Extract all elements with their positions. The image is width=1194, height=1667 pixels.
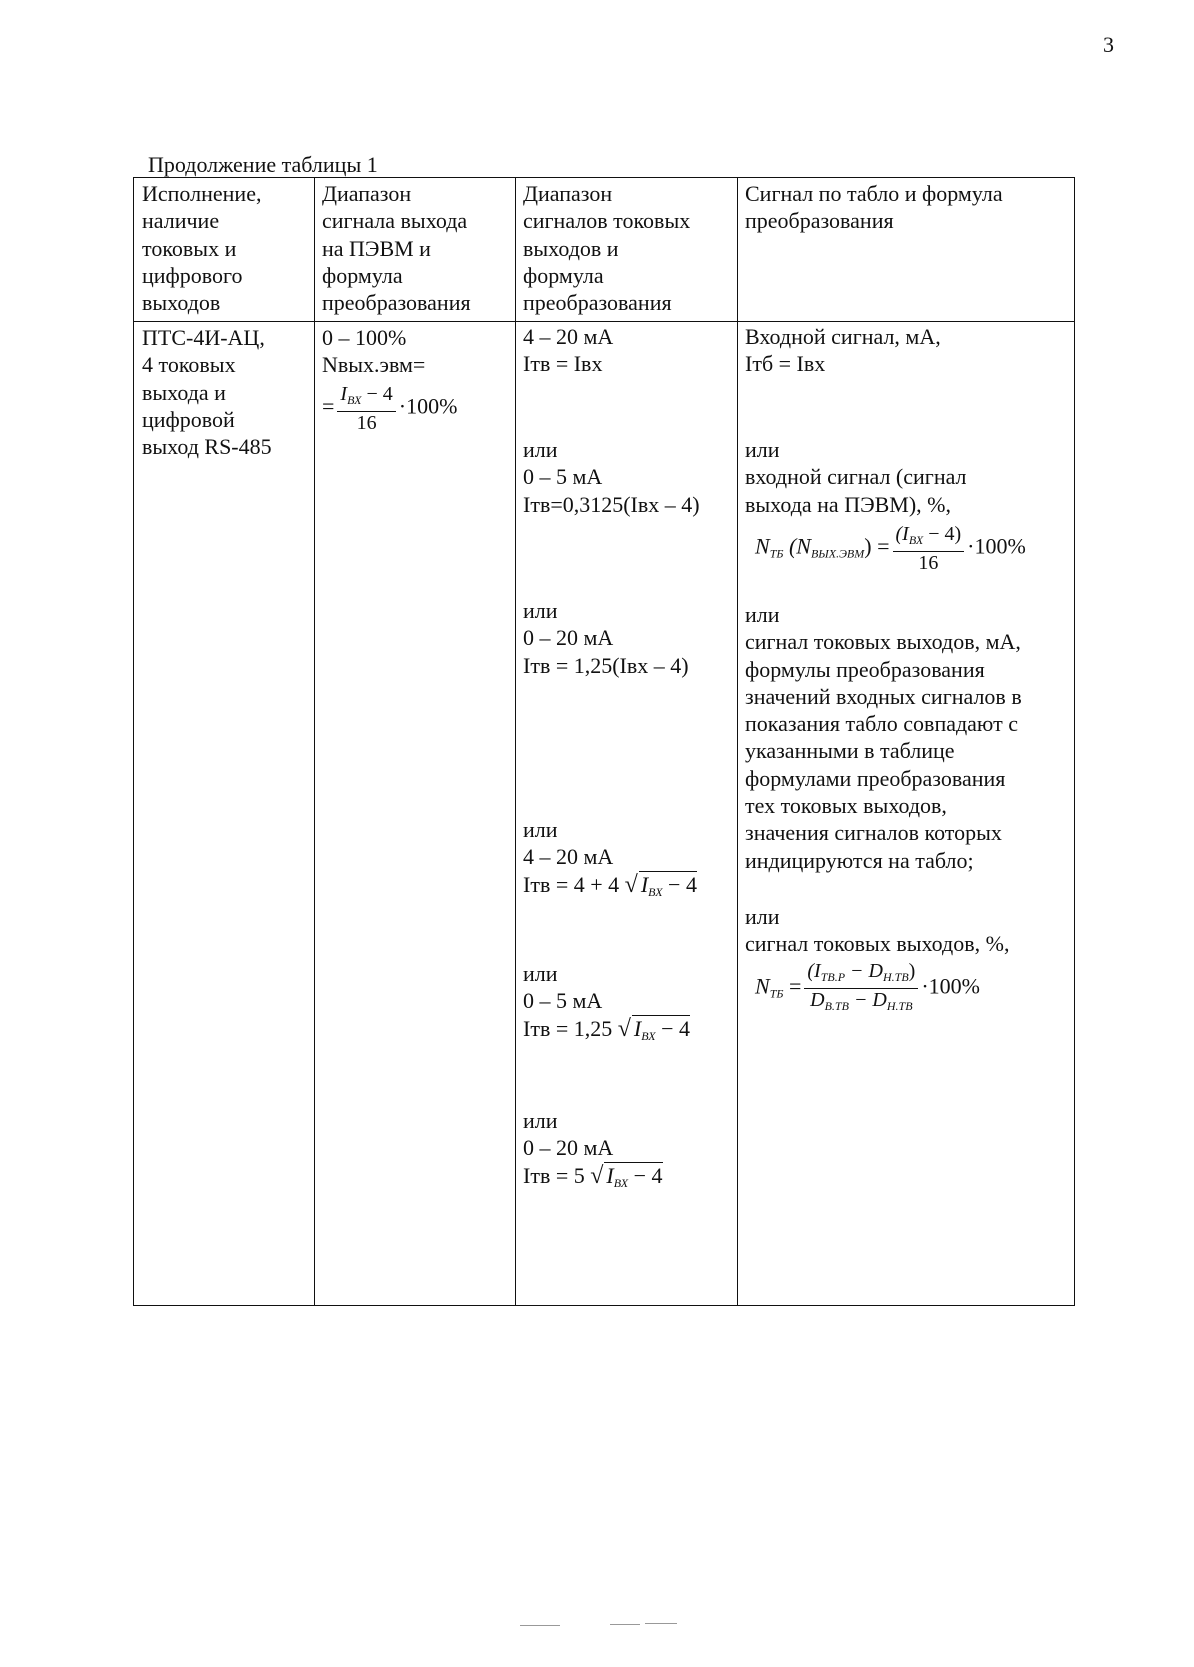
subscript: ВХ [347, 392, 362, 407]
formula-prefix: Iтв = 4 + 4 [523, 871, 620, 897]
cell-line: входной сигнал (сигнал [745, 464, 967, 490]
current-option-6 [523, 1108, 663, 1190]
header-divider [134, 321, 1074, 322]
sqrt-formula [523, 1016, 690, 1043]
sqrt-formula [523, 1163, 663, 1190]
fraction [893, 523, 965, 574]
header-line: формула [523, 262, 604, 288]
display-formula-pc [755, 523, 1026, 574]
subscript: ВЫХ.ЭВМ [810, 546, 865, 561]
header-line: выходов [142, 290, 221, 316]
subscript: ВХ [908, 533, 924, 547]
header-line: преобразования [523, 290, 672, 316]
subscript: ВХ [613, 1175, 629, 1190]
numerator-a: (I [807, 960, 821, 982]
page-number: 3 [1103, 32, 1114, 57]
or-label: или [745, 437, 780, 462]
radicand: I [640, 871, 649, 897]
eq-sign: = [783, 973, 802, 999]
display-option-2 [745, 437, 1026, 574]
header-line: Диапазон [523, 181, 613, 206]
column-divider [737, 178, 738, 1305]
header-line: Диапазон [322, 181, 412, 206]
eq-sign: = [322, 393, 335, 419]
numerator: I [340, 382, 348, 405]
current-option-1 [523, 324, 613, 379]
range-value: 0 – 20 мА [523, 1135, 614, 1161]
radicand: I [633, 1015, 642, 1041]
radicand: I [606, 1162, 614, 1188]
lhs: N [755, 533, 770, 559]
header-line: Сигнал по табло и формула [745, 181, 1003, 206]
header-line: сигнала выхода [322, 208, 468, 234]
header-cell-execution [142, 180, 261, 316]
display-formula-current [755, 960, 980, 1017]
subscript: ВХ [641, 1028, 656, 1043]
denominator: 16 [356, 411, 377, 434]
formula: Iтб = Iвх [745, 351, 826, 377]
header-line: сигналов токовых [523, 208, 691, 234]
range-value: 0 – 5 мА [523, 464, 603, 490]
numerator-b: − D [845, 960, 883, 982]
cell-line: цифровой [142, 406, 235, 432]
cell-line: 4 токовых [142, 352, 236, 378]
cell-line: формулами преобразования [745, 765, 1006, 791]
subscript: ТБ [769, 546, 784, 561]
cell-line: индицируются на табло; [745, 847, 974, 873]
fraction [337, 383, 395, 434]
cell-line: значения сигналов которых [745, 820, 1002, 846]
or-label: или [745, 904, 780, 929]
cell-line: Входной сигнал, мА, [745, 324, 941, 349]
scan-artifact [610, 1624, 640, 1625]
display-option-3 [745, 602, 1022, 875]
header-cell-display-signal [745, 180, 1003, 235]
radicand-tail: − 4 [662, 871, 697, 897]
subscript: ВХ [648, 884, 663, 899]
or-label: или [745, 602, 780, 627]
sqrt-formula [523, 872, 697, 899]
pc-formula [322, 382, 458, 434]
formula: Iтв = Iвх [523, 351, 603, 377]
column-divider [314, 178, 315, 1305]
radicand-tail: − 4 [655, 1015, 691, 1041]
cell-line: тех токовых выходов, [745, 793, 947, 819]
or-label: или [523, 1108, 558, 1133]
or-label: или [523, 437, 558, 462]
header-cell-current-range [523, 180, 690, 316]
range-value: 0 – 20 мА [523, 625, 614, 651]
cell-line: выхода и [142, 379, 226, 405]
cell-line: указанными в таблице [745, 738, 955, 764]
header-line: преобразования [322, 290, 471, 316]
table [133, 177, 1075, 1306]
subscript: ТБ [769, 986, 784, 1001]
cell-execution [142, 324, 272, 460]
formula-label: Nвых.эвм= [322, 352, 426, 378]
range-value: 0 – 100% [322, 325, 407, 350]
formula: Iтв=0,3125(Iвх – 4) [523, 491, 700, 517]
numerator-tail: − 4) [923, 523, 962, 545]
formula: Iтв = 1,25(Iвх – 4) [523, 652, 689, 678]
current-option-5 [523, 961, 690, 1043]
header-cell-pc-range [322, 180, 471, 316]
display-option-1 [745, 324, 941, 379]
cell-line: сигнал токовых выходов, %, [745, 931, 1010, 957]
scan-artifact [520, 1625, 560, 1626]
range-value: 0 – 5 мА [523, 988, 603, 1014]
cell-line: выхода на ПЭВМ), %, [745, 491, 951, 517]
denominator-b: − D [848, 989, 887, 1011]
subscript: ТВ.Р [820, 970, 846, 984]
fraction [804, 960, 918, 1017]
scan-artifact [645, 1623, 677, 1624]
subscript: В.ТВ [824, 999, 849, 1013]
header-line: преобразования [745, 208, 894, 234]
eq-sign: ) = [864, 533, 890, 559]
sqrt-icon: √ [624, 871, 638, 898]
numerator: (I [895, 523, 909, 545]
sqrt-icon: √ [617, 1015, 631, 1042]
cell-line: показания табло совпадают с [745, 711, 1018, 737]
formula-prefix: Iтв = 5 [523, 1162, 585, 1188]
cell-line: значений входных сигналов в [745, 683, 1022, 709]
table-caption: Продолжение таблицы 1 [148, 152, 378, 177]
denominator-a: D [810, 989, 825, 1011]
or-label: или [523, 961, 558, 986]
numerator-tail: − 4 [361, 382, 393, 405]
header-line: формула [322, 262, 403, 288]
range-value: 4 – 20 мА [523, 844, 614, 870]
header-line: цифрового [142, 262, 243, 288]
header-line: на ПЭВМ и [322, 235, 431, 261]
header-line: Исполнение, [142, 181, 262, 206]
suffix: ·100% [398, 393, 458, 419]
radicand-tail: − 4 [628, 1162, 663, 1188]
display-option-4 [745, 904, 1010, 1013]
suffix: ·100% [967, 533, 1026, 559]
or-label: или [523, 817, 558, 842]
cell-line: выход RS-485 [142, 434, 272, 460]
current-option-2 [523, 437, 700, 519]
denominator: 16 [918, 552, 939, 574]
sqrt-icon: √ [590, 1162, 604, 1189]
subscript: Н.ТВ [883, 970, 909, 984]
current-option-4 [523, 817, 697, 899]
range-value: 4 – 20 мА [523, 324, 614, 349]
current-option-3 [523, 598, 689, 680]
cell-line: ПТС-4И-АЦ, [142, 325, 265, 350]
numerator-c: ) [908, 960, 916, 982]
header-line: токовых и [142, 235, 237, 261]
column-divider [515, 178, 516, 1305]
cell-pc-range [322, 324, 458, 434]
suffix: ·100% [921, 973, 980, 999]
subscript: Н.ТВ [886, 999, 913, 1013]
lhs: N [755, 973, 770, 999]
formula-prefix: Iтв = 1,25 [523, 1015, 613, 1041]
header-line: наличие [142, 208, 220, 234]
or-label: или [523, 598, 558, 623]
header-line: выходов и [523, 235, 619, 261]
lhs2: (N [783, 533, 811, 559]
cell-line: сигнал токовых выходов, мА, [745, 629, 1021, 655]
cell-line: формулы преобразования [745, 656, 985, 682]
